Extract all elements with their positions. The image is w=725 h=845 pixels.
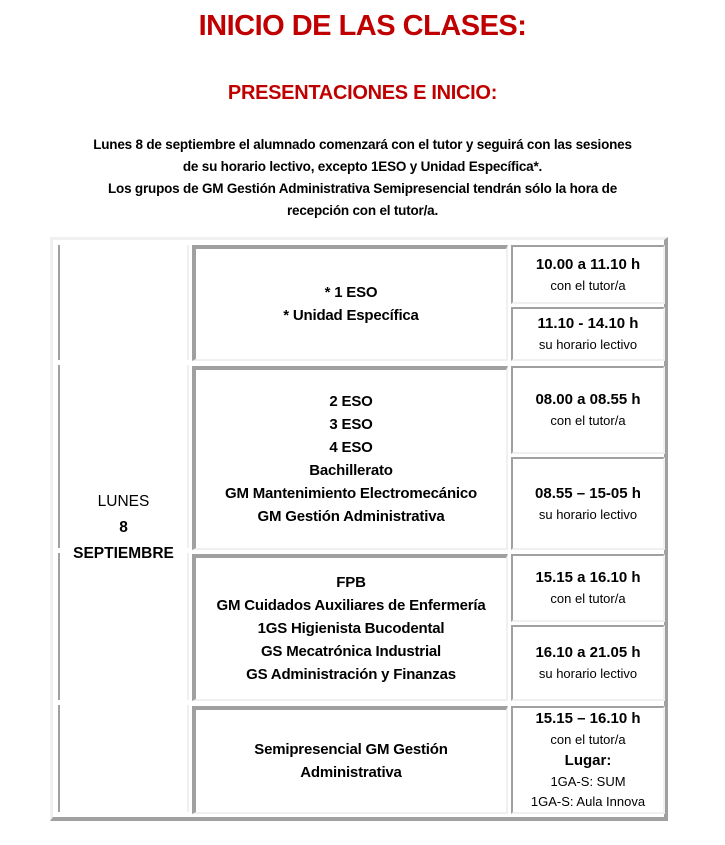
course-name: Bachillerato (309, 462, 393, 479)
schedule-table (50, 237, 668, 821)
slot-note: con el tutor/a (550, 277, 626, 293)
slot-note: con el tutor/a (550, 732, 626, 747)
time-slot (511, 457, 665, 550)
time-slot (511, 706, 665, 814)
day-cell-segment (58, 705, 189, 812)
slot-note: con el tutor/a (550, 413, 626, 428)
slot-time: 15.15 a 16.10 h (535, 569, 641, 586)
intro-paragraph (50, 134, 675, 222)
course-name: 3 ESO (329, 416, 373, 433)
slot-note: su horario lectivo (538, 666, 638, 681)
day-label (58, 488, 189, 568)
intro-line: Los grupos de GM Gestión Administrativa Semipresencial tendrán sólo la hora de (107, 181, 617, 196)
course-name: GM Mantenimiento Electromecánico (225, 485, 477, 502)
courses-cell (192, 245, 508, 361)
course-name: FPB (336, 574, 366, 591)
day-weekday: LUNES (97, 493, 150, 510)
course-name: Administrativa (300, 764, 402, 781)
time-slot (511, 625, 665, 701)
course-name: GS Mecatrónica Industrial (260, 643, 442, 660)
day-number: 8 (119, 519, 128, 536)
page-title: INICIO DE LAS CLASES: (198, 10, 527, 42)
course-name: 2 ESO (329, 393, 373, 410)
course-name: 4 ESO (329, 439, 373, 456)
course-name: * Unidad Específica (283, 307, 419, 324)
slot-note: su horario lectivo (538, 337, 638, 352)
course-name: * 1 ESO (324, 284, 378, 301)
intro-line: Lunes 8 de septiembre el alumnado comenzará con el tutor y seguirá con las sesiones (93, 137, 632, 152)
courses-cell (192, 554, 508, 701)
slot-note: su horario lectivo (538, 506, 638, 522)
courses-cell (192, 706, 508, 814)
time-slot (511, 245, 665, 304)
course-name: GM Gestión Administrativa (257, 508, 445, 525)
course-name: GM Cuidados Auxiliares de Enfermería (216, 597, 486, 614)
day-cell-segment (58, 553, 189, 700)
course-name: GS Administración y Finanzas (246, 666, 456, 683)
slot-note: con el tutor/a (550, 591, 626, 606)
slot-time: 10.00 a 11.10 h (535, 255, 641, 273)
day-month: SEPTIEMBRE (73, 545, 174, 562)
intro-line: de su horario lectivo, excepto 1ESO y Unidad Específica*. (182, 159, 543, 174)
place: 1GA-S: SUM (550, 774, 626, 789)
day-cell-segment (58, 245, 189, 360)
time-slot (511, 554, 665, 622)
intro-line: recepción con el tutor/a. (286, 203, 439, 218)
slot-time: 11.10 - 14.10 h (537, 315, 639, 332)
page-subtitle: PRESENTACIONES E INICIO: (227, 82, 498, 104)
slot-time: 15.15 – 16.10 h (535, 710, 641, 727)
time-slot (511, 307, 665, 361)
place-label: Lugar: (564, 752, 612, 769)
slot-time: 08.00 a 08.55 h (535, 391, 641, 408)
place: 1GA-S: Aula Innova (530, 794, 646, 809)
slot-time: 08.55 – 15-05 h (535, 484, 641, 502)
time-slot (511, 366, 665, 454)
course-name: 1GS Higienista Bucodental (257, 620, 445, 637)
course-name: Semipresencial GM Gestión (254, 741, 448, 758)
slot-time: 16.10 a 21.05 h (535, 644, 641, 661)
courses-cell (192, 366, 508, 550)
